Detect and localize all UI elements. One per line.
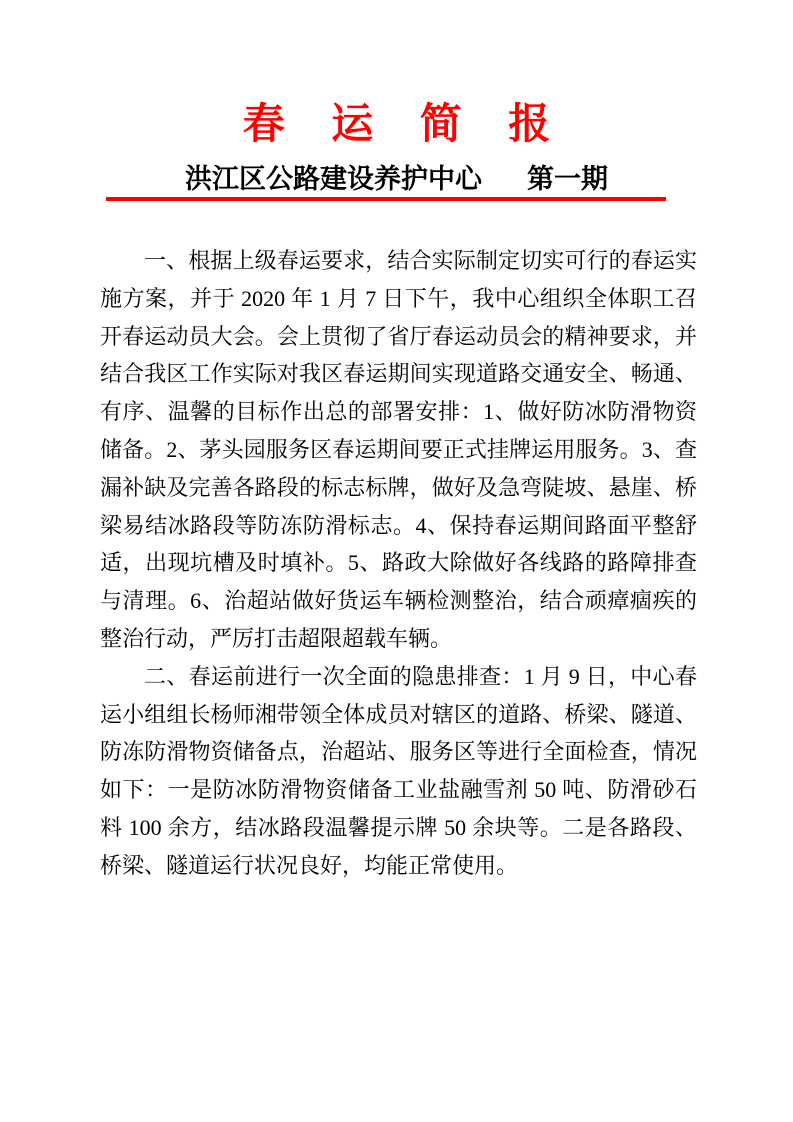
header-divider-rule: [106, 197, 666, 201]
paragraph-2: 二、春运前进行一次全面的隐患排查：1 月 9 日，中心春运小组组长杨师湘带领全体成员对辖区的道路、桥梁、隧道、防冻防滑物资储备点，治超站、服务区等进行全面检查，情况如下：一是防冰防滑物资储备工业盐融雪剂 50 吨、防滑砂石料 100 余方，结冰路段温馨提示牌 50 余块等。二是各路段、桥梁、隧道运行状况良好，均能正常使用。: [100, 663, 697, 878]
paragraph-1: 一、根据上级春运要求，结合实际制定切实可行的春运实施方案，并于 2020 年 1 月 7 日下午，我中心组织全体职工召开春运动员大会。会上贯彻了省厅春运动员会的精神要求，并结合我区工作实际对我区春运期间实现道路交通安全、畅通、有序、温馨的目标作出总的部署安排：1、做好防冰防滑物资储备。2、茅头园服务区春运期间要正式挂牌运用服务。3、查漏补缺及完善各路段的标志标牌，做好及急弯陡坡、悬崖、桥梁易结冰路段等防冻防滑标志。4、保持春运期间路面平整舒适，出现坑槽及时填补。5、路政大除做好各线路的路障排查与清理。6、治超站做好货运车辆检测整治，结合顽瘴痼疾的整治行动，严厉打击超限超载车辆。: [100, 248, 697, 651]
document-title: 春 运 简 报: [242, 102, 569, 148]
document-body: [100, 242, 697, 885]
org-name: 洪江区公路建设养护中心: [185, 164, 482, 194]
document-subtitle: [0, 163, 793, 195]
issue-number: 第一期: [527, 164, 608, 194]
